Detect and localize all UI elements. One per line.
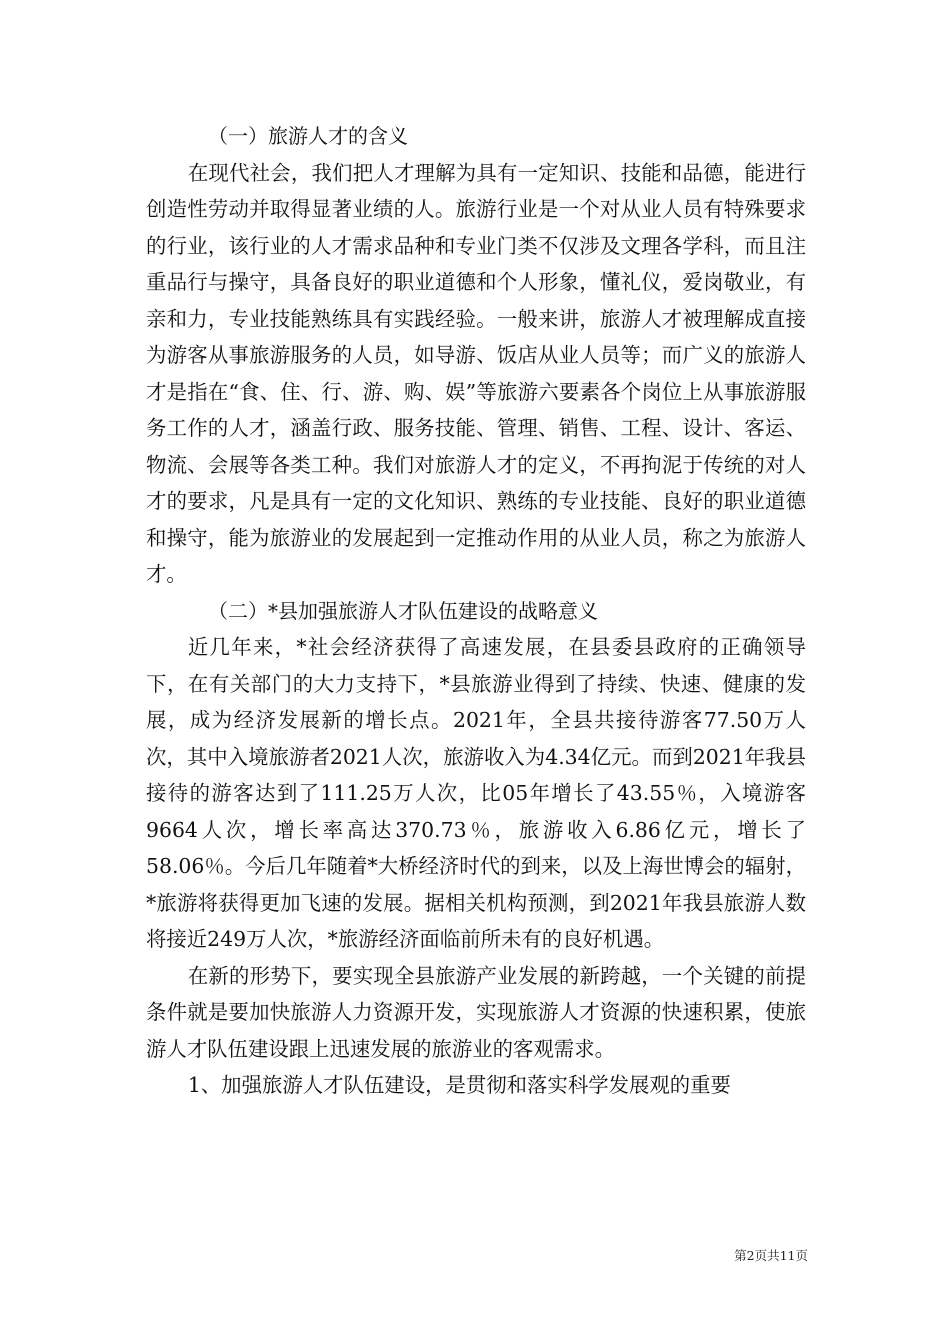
document-body: [146, 118, 806, 1104]
paragraph-2: 近几年来，*社会经济获得了高速发展，在县委县政府的正确领导下，在有关部门的大力支持下，*县旅游业得到了持续、快速、健康的发展，成为经济发展新的增长点。2021年，全县共接待游客77.50万人次，其中入境旅游者2021人次，旅游收入为4.34亿元。而到2021年我县接待的游客达到了111.25万人次，比05年增长了43.55％，入境游客9664人次，增长率高达370.73％，旅游收入6.86亿元，增长了58.06％。今后几年随着*大桥经济时代的到来，以及上海世博会的辐射，*旅游将获得更加飞速的发展。据相关机构预测，到2021年我县旅游人数将接近249万人次，*旅游经济面临前所未有的良好机遇。: [146, 635, 806, 951]
section-heading-1: （一）旅游人才的含义: [208, 124, 408, 148]
page-number-footer: 第2页共11页: [734, 1248, 808, 1263]
paragraph-3: 在新的形势下，要实现全县旅游产业发展的新跨越，一个关键的前提条件就是要加快旅游人力资源开发，实现旅游人才资源的快速积累，使旅游人才队伍建设跟上迅速发展的旅游业的客观需求。: [146, 963, 806, 1061]
paragraph-4: 1、加强旅游人才队伍建设，是贯彻和落实科学发展观的重要: [187, 1073, 731, 1097]
paragraph-1: 在现代社会，我们把人才理解为具有一定知识、技能和品德，能进行创造性劳动并取得显著业绩的人。旅游行业是一个对从业人员有特殊要求的行业，该行业的人才需求品种和专业门类不仅涉及文理各学科，而且注重品行与操守，具备良好的职业道德和个人形象，懂礼仪，爱岗敬业，有亲和力，专业技能熟练具有实践经验。一般来讲，旅游人才被理解成直接为游客从事旅游服务的人员，如导游、饭店从业人员等；而广义的旅游人才是指在“食、住、行、游、购、娱”等旅游六要素各个岗位上从事旅游服务工作的人才，涵盖行政、服务技能、管理、销售、工程、设计、客运、物流、会展等各类工种。我们对旅游人才的定义，不再拘泥于传统的对人才的要求，凡是具有一定的文化知识、熟练的专业技能、良好的职业道德和操守，能为旅游业的发展起到一定推动作用的从业人员，称之为旅游人才。: [146, 160, 806, 586]
section-heading-2: （二）*县加强旅游人才队伍建设的战略意义: [208, 598, 598, 623]
